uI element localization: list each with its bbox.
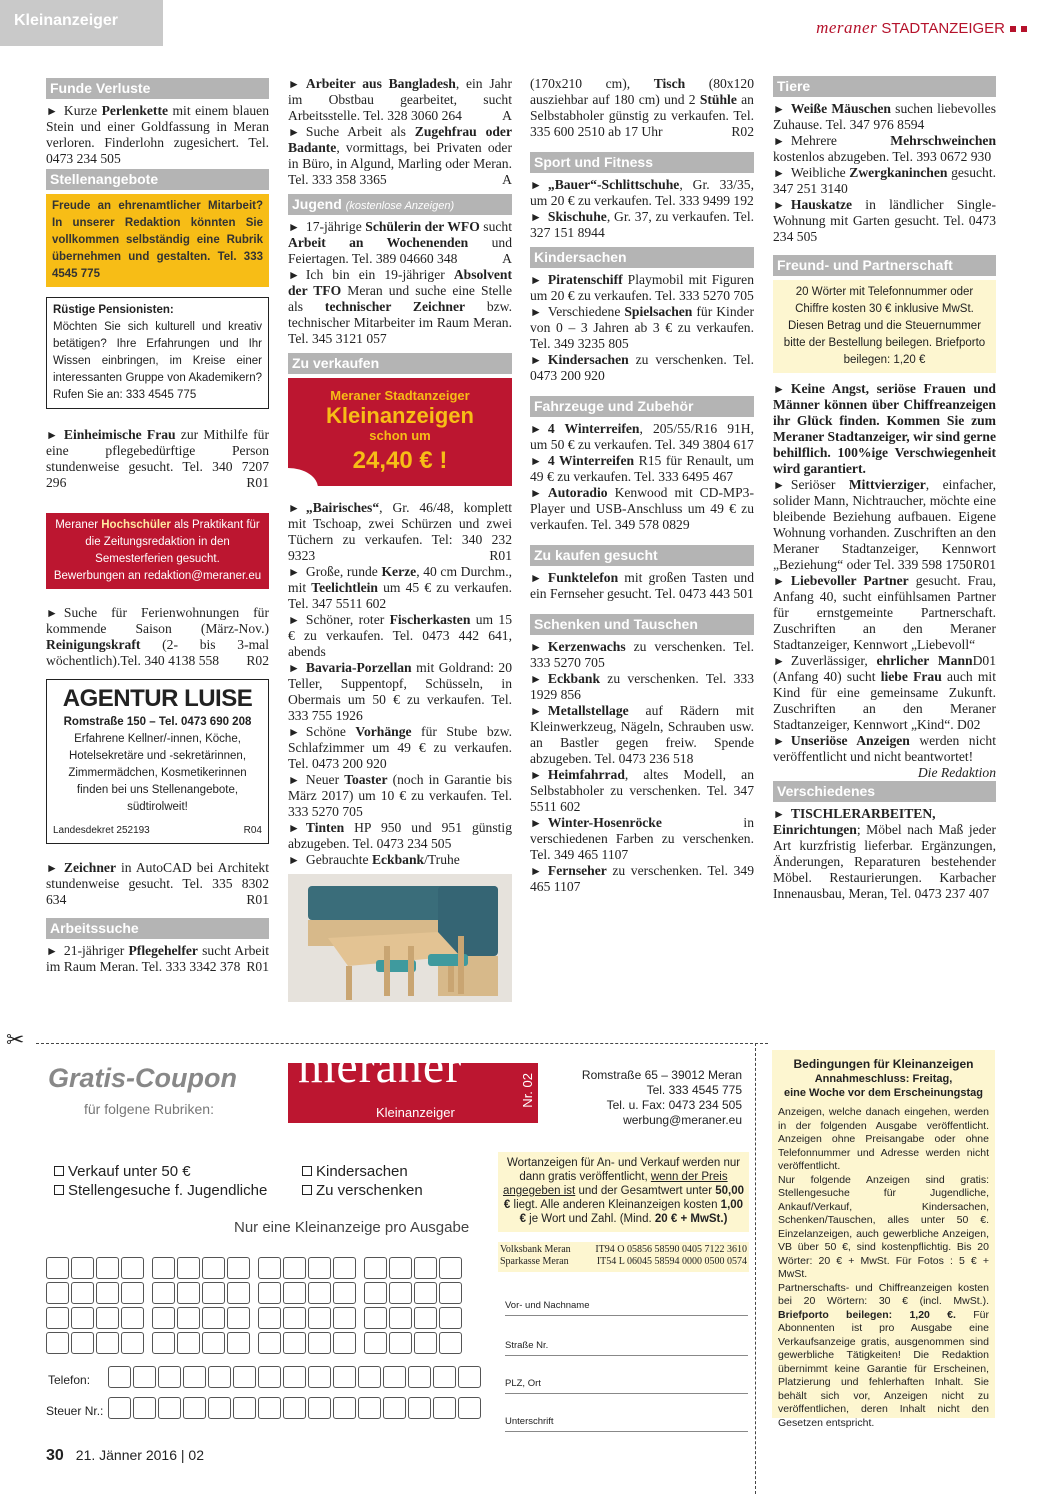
- text-entry-grid[interactable]: [46, 1257, 470, 1357]
- input-cell[interactable]: [383, 1366, 406, 1388]
- grid-cell[interactable]: [96, 1257, 119, 1279]
- input-cell[interactable]: [358, 1366, 381, 1388]
- classified-ad: ► Metallstellage auf Rädern mit Kleinwerkzeug, Nägeln, Schrauben usw. an Bastler gegen freiw. Spende abzugeben. Tel. 0473 236 518: [530, 703, 754, 766]
- classified-ad: ► Suche Arbeit als Zugehfrau oder Badante, vormittags, bei Privaten oder in Büro, in Algund, Marling oder Meran. Tel. 333 358 3365 A: [288, 124, 512, 187]
- section-tab: Kleinanzeiger: [0, 0, 163, 46]
- grid-cell[interactable]: [414, 1257, 437, 1279]
- grid-cell[interactable]: [177, 1282, 200, 1304]
- classified-ad: ► „Bairisches“, Gr. 46/48, komplett mit Tschoap, zwei Schürzen und zwei Tüchern zu verkaufen. Tel: 340 232 9323 R01: [288, 500, 512, 563]
- classified-ad: ► Liebevoller Partner gesucht. Frau, Anfang 40, sucht einfühlsamen Partner für ernstgemeinte Partnerschaft. Zuschriften an den Meraner Stadtanzeiger, Kennwort „Liebevoll“ D01: [773, 573, 996, 668]
- classified-ad: ► Eckbank zu verschenken. Tel. 333 1929 856: [530, 671, 754, 702]
- input-cell[interactable]: [458, 1366, 481, 1388]
- conditions-box: Bedingungen für Kleinanzeigen Annahmeschluss: Freitag, eine Woche vor dem Erscheinungstag Anzeigen, welche danach eingehen, werden in der folgenden Ausgabe veröffentlicht. Anzeigen ohne Preisangabe oder ohne Telefonnummer und Adresse werden nicht veröffentlicht. Nur folgende Anzeigen sind gratis: Stellengesuche für Jugendliche, Ankauf/Verkauf, Kindersachen, Schenken/Tauschen, alles unter 50 €. Einzelanzeigen, auch gewerbliche Anzeigen, VB über 50 €, sind kostenpflichtig. Bis 20 Wörter: 20 € + MwSt. Für Fotos : 5 € + MwSt. Partnerschafts- und Chiffreanzeigen kosten bei 20 Wörtern: 30 € (incl. MwSt.). Briefporto beilegen: 1,20 €. Für Abonnenten ist pro Ausgabe eine Verkaufsanzeige gratis, ausgenommen sind gewerbliche Tätigkeiten! Die Redaktion übernimmt keine Garantie für Erscheinen, Platzierung und fehlerhaften Inhalt. Sie behält sich vor, Anzeigen nicht zu veröffentlichen, deren Inhalt nicht den Gesetzen entspricht.: [772, 1050, 995, 1418]
- grid-cell[interactable]: [46, 1332, 69, 1354]
- name-field[interactable]: Vor- und Nachname: [505, 1298, 748, 1316]
- input-cells[interactable]: [108, 1366, 483, 1388]
- option-gift[interactable]: Zu verschenken: [302, 1181, 423, 1200]
- classified-ad: ► Suche für Ferienwohnungen für kommende Saison (März-Nov.) Reinigungskraft (2- bis 3-mal wöchentlich).Tel. 340 4138 558 R02: [46, 605, 269, 668]
- intern-box: Meraner Hochschüler als Praktikant für die Zeitungsredaktion in den Semesterferien gesucht. Bewerbungen an redaktion@meraner.eu: [46, 513, 269, 589]
- grid-cell[interactable]: [71, 1307, 94, 1329]
- input-cell[interactable]: [108, 1397, 131, 1419]
- grid-cell[interactable]: [364, 1307, 387, 1329]
- grid-cell[interactable]: [439, 1332, 462, 1354]
- column-2: [288, 76, 512, 1002]
- grid-cell[interactable]: [333, 1307, 356, 1329]
- grid-row[interactable]: [46, 1332, 470, 1354]
- grid-cell[interactable]: [227, 1307, 250, 1329]
- classified-ad: ► „Bauer“-Schlittschuhe, Gr. 33/35, um 20 € zu verkaufen. Tel. 333 9499 192: [530, 177, 754, 208]
- classified-ad: ► 4 Winterreifen R15 für Renault, um 49 € zu verkaufen. Tel. 333 6495 467: [530, 453, 755, 484]
- grid-cell[interactable]: [227, 1282, 250, 1304]
- grid-cell[interactable]: [283, 1257, 306, 1279]
- input-cell[interactable]: [458, 1397, 481, 1419]
- section-header: Tiere: [773, 76, 996, 97]
- grid-row[interactable]: [46, 1307, 470, 1329]
- classified-ad: ► Verschiedene Spielsachen für Kinder von 0 – 3 Jahren ab 3 € zu verkaufen. Tel. 349 3235 805: [530, 304, 754, 351]
- classified-ad: ► Weiße Mäuschen suchen liebevolles Zuhause. Tel. 347 976 8594: [773, 101, 997, 132]
- classified-ad: ► Kerzenwachs zu verschenken. Tel. 333 5270 705: [530, 639, 754, 670]
- grid-cell[interactable]: [96, 1332, 119, 1354]
- classified-ad: ► Mehrere Mehrschweinchen kostenlos abzugeben. Tel. 393 0672 930: [773, 133, 996, 164]
- city-field[interactable]: PLZ, Ort: [505, 1376, 748, 1394]
- input-cell[interactable]: [158, 1366, 181, 1388]
- grid-cell[interactable]: [121, 1282, 144, 1304]
- grid-cell[interactable]: [96, 1282, 119, 1304]
- classified-ad: ► Piratenschiff Playmobil mit Figuren um 20 € zu verkaufen. Tel. 333 5270 705: [530, 272, 754, 303]
- grid-cell[interactable]: [202, 1332, 225, 1354]
- corner-bench-photo: [288, 874, 512, 1002]
- grid-cell[interactable]: [202, 1307, 225, 1329]
- input-cell[interactable]: [208, 1397, 231, 1419]
- agency-ad: AGENTUR LUISE Romstraße 150 – Tel. 0473 690 208 Erfahrene Kellner/-innen, Köche, Hotelsekretäre und -sekretärinnen, Zimmermädchen, Kosmetikerinnen finden bei uns Stellenangebote, südtirolweit! Landesdekret 252193 R04: [46, 679, 269, 844]
- grid-cell[interactable]: [96, 1307, 119, 1329]
- meraner-logo: meraner Kleinanzeiger Nr. 02: [288, 1063, 538, 1123]
- grid-cell[interactable]: [121, 1307, 144, 1329]
- classified-ad: ► Arbeiter aus Bangladesh, ein Jahr im Obstbau gearbeitet, sucht Arbeitsstelle. Tel. 328 3060 264 A: [288, 76, 512, 123]
- brand-logo: meraner STADTANZEIGER: [816, 20, 1027, 37]
- grid-cell[interactable]: [258, 1332, 281, 1354]
- section-header: Stellenangebote: [46, 169, 269, 190]
- grid-cell[interactable]: [202, 1257, 225, 1279]
- classified-ad: ► Ich bin ein 19-jähriger Absolvent der TFO Meran und suche eine Stelle als technischer Zeichner bzw. technischer Mitarbeiter im Raum Meran. Tel. 345 3121 057: [288, 267, 513, 346]
- column-3: [530, 76, 754, 895]
- volunteer-box: Freude an ehrenamtlicher Mitarbeit? In unserer Redaktion könnten Sie vollkommen selbständig eine Rubrik übernehmen und gestalten. Tel. 333 4545 775: [46, 194, 269, 287]
- grid-cell[interactable]: [414, 1332, 437, 1354]
- grid-cell[interactable]: [71, 1257, 94, 1279]
- publisher-address: Romstraße 65 – 39012 Meran Tel. 333 4545 775 Tel. u. Fax: 0473 234 505 werbung@meraner.eu: [581, 1068, 742, 1127]
- tax-label: Steuer Nr.:: [46, 1404, 104, 1418]
- input-cell[interactable]: [133, 1366, 156, 1388]
- grid-cell[interactable]: [333, 1257, 356, 1279]
- grid-cell[interactable]: [71, 1332, 94, 1354]
- grid-cell[interactable]: [439, 1282, 462, 1304]
- grid-cell[interactable]: [364, 1332, 387, 1354]
- grid-cell[interactable]: [364, 1282, 387, 1304]
- grid-cell[interactable]: [389, 1307, 412, 1329]
- classified-ad: ► Neuer Toaster (noch in Garantie bis März 2017) um 10 € zu verkaufen. Tel. 333 5270 705: [288, 772, 512, 819]
- grid-cell[interactable]: [308, 1307, 331, 1329]
- section-header: Sport und Fitness: [530, 152, 754, 173]
- input-cell[interactable]: [183, 1366, 206, 1388]
- input-cell[interactable]: [258, 1397, 281, 1419]
- section-header: Fahrzeuge und Zubehör: [530, 396, 754, 417]
- grid-cell[interactable]: [364, 1257, 387, 1279]
- input-cell[interactable]: [333, 1397, 356, 1419]
- classified-ad: ► Keine Angst, seriöse Frauen und Männer können über Chiffreanzeigen ihr Glück finden. Kommen Sie zum Meraner Stadtanzeiger, wir sind gerne behilflich. 100%ige Verschwiegenheit wird garantiert.: [773, 381, 996, 476]
- grid-cell[interactable]: [439, 1257, 462, 1279]
- section-header: Zu kaufen gesucht: [530, 545, 754, 566]
- classified-ad: ► Fernseher zu verschenken. Tel. 349 465 1107: [530, 863, 754, 894]
- classified-ad: ► Winter-Hosenröcke in verschiedenen Farben zu verschenken. Tel. 349 465 1107: [530, 815, 754, 862]
- classified-ad: ► Zuverlässiger, ehrlicher Mann (Anfang 40) sucht liebe Frau auch mit Kind für eine gemeinsame Zukunft. Zuschriften an den Meraner Stadtanzeiger, Kennwort „Kind“. D02: [773, 653, 996, 732]
- signature-field[interactable]: Unterschrift: [505, 1414, 748, 1432]
- input-cell[interactable]: [308, 1366, 331, 1388]
- input-cell[interactable]: [383, 1397, 406, 1419]
- grid-cell[interactable]: [258, 1307, 281, 1329]
- input-cell[interactable]: [308, 1397, 331, 1419]
- section-header: Schenken und Tauschen: [530, 614, 754, 635]
- classified-ad: ► Schöner, roter Fischerkasten um 15 € zu verkaufen. Tel. 0473 442 641, abends: [288, 612, 513, 659]
- input-cell[interactable]: [208, 1366, 231, 1388]
- column-4: [773, 76, 996, 902]
- input-cell[interactable]: [358, 1397, 381, 1419]
- classified-ad: ► Gebrauchte Eckbank/Truhe: [288, 852, 460, 867]
- input-cell[interactable]: [333, 1366, 356, 1388]
- grid-cell[interactable]: [258, 1257, 281, 1279]
- input-cell[interactable]: [433, 1397, 456, 1419]
- grid-cell[interactable]: [152, 1307, 175, 1329]
- input-cell[interactable]: [283, 1397, 306, 1419]
- classified-ad: ► Weibliche Zwergkaninchen gesucht. 347 251 3140: [773, 165, 996, 196]
- grid-cell[interactable]: [308, 1332, 331, 1354]
- classified-ad: ► Kindersachen zu verschenken. Tel. 0473 200 920: [530, 352, 754, 383]
- partner-info-box: 20 Wörter mit Telefonnummer oder Chiffre kosten 30 € inklusive MwSt. Diesen Betrag und die Steuernummer bitte der Bestellung beilegen. Briefporto beilegen: 1,20 €: [773, 280, 996, 373]
- classified-ad: ► Unseriöse Anzeigen werden nicht veröffentlicht und nicht beantwortet! Die Redaktion: [773, 733, 996, 780]
- input-cell[interactable]: [408, 1366, 431, 1388]
- coupon-subtitle: für folgene Rubriken:: [84, 1101, 214, 1117]
- grid-cell[interactable]: [258, 1282, 281, 1304]
- input-cell[interactable]: [183, 1397, 206, 1419]
- coupon-title: Gratis-Coupon: [48, 1063, 237, 1093]
- classified-ad: ► Seriöser Mittvierziger, einfacher, solider Mann, Nichtraucher, möchte eine bleibende Beziehung aufbauen. Eigene Wohnung vorhanden. Zuschriften an den Meraner Stadtanzeiger, Kennwort „Beziehung“ oder Tel. 339 598 1750 R01: [773, 477, 996, 572]
- grid-cell[interactable]: [46, 1307, 69, 1329]
- section-header: Funde Verluste: [46, 78, 269, 99]
- classified-ad: ► Große, runde Kerze, 40 cm Durchm., mit Teelichtlein um 45 € zu verkaufen. Tel. 347 5511 602: [288, 564, 512, 611]
- grid-row[interactable]: [46, 1257, 470, 1279]
- classified-ad: ► Heimfahrrad, altes Modell, an Selbstabholer zu verschenken. Tel. 347 5511 602: [530, 767, 754, 814]
- classified-ad: ► Zeichner in AutoCAD bei Architekt stundenweise gesucht. Tel. 335 8302 634 R01: [46, 860, 269, 907]
- section-header: Jugend (kostenlose Anzeigen): [288, 194, 512, 215]
- input-cell[interactable]: [233, 1366, 256, 1388]
- grid-cell[interactable]: [227, 1332, 250, 1354]
- grid-row[interactable]: [46, 1282, 470, 1304]
- input-cell[interactable]: [433, 1366, 456, 1388]
- grid-cell[interactable]: [389, 1257, 412, 1279]
- cut-line-vertical: [755, 1043, 756, 1494]
- section-header: Zu verkaufen: [288, 353, 512, 374]
- grid-cell[interactable]: [177, 1307, 200, 1329]
- grid-cell[interactable]: [152, 1332, 175, 1354]
- checkbox[interactable]: [54, 1185, 64, 1195]
- one-ad-note: Nur eine Kleinanzeige pro Ausgabe: [234, 1219, 470, 1236]
- input-cell[interactable]: [158, 1397, 181, 1419]
- grid-cell[interactable]: [414, 1282, 437, 1304]
- classified-ad: ► Einheimische Frau zur Mithilfe für eine pflegebedürftige Person stundenweise gesucht. Tel. 340 7207 296 R01: [46, 427, 269, 490]
- option-kids[interactable]: Kindersachen: [302, 1162, 423, 1181]
- classified-ad: ► 4 Winterreifen, 205/55/R16 91H, um 50 € zu verkaufen. Tel. 349 3804 617: [530, 421, 755, 452]
- checkbox[interactable]: [302, 1185, 312, 1195]
- input-cell[interactable]: [233, 1397, 256, 1419]
- classified-ad: ► Bavaria-Porzellan mit Goldrand: 20 Teller, Suppentopf, Schüsseln, in Obermais um 50 € zu verkaufen. Tel. 333 755 1926: [288, 660, 512, 723]
- grid-cell[interactable]: [46, 1257, 69, 1279]
- classified-ad: ► Funktelefon mit großen Tasten und ein Fernseher gesucht. Tel. 0473 443 501: [530, 570, 754, 601]
- grid-cell[interactable]: [333, 1282, 356, 1304]
- classified-ad: ► Skischuhe, Gr. 37, zu verkaufen. Tel. 327 151 8944: [530, 209, 754, 240]
- grid-cell[interactable]: [202, 1282, 225, 1304]
- grid-cell[interactable]: [283, 1332, 306, 1354]
- classified-ad: ► Hauskatze in ländlicher Single-Wohnung mit Garten gesucht. Tel. 0473 234 505: [773, 197, 996, 244]
- grid-cell[interactable]: [152, 1282, 175, 1304]
- classified-ad: ► Kurze Perlenkette mit einem blauen Stein und einer Goldfassung in Meran verloren. Finderlohn zugesichert. Tel. 0473 234 505: [46, 103, 269, 166]
- input-cell[interactable]: [258, 1366, 281, 1388]
- classified-ad: ► 21-jähriger Pflegehelfer sucht Arbeit im Raum Meran. Tel. 333 3342 378 R01: [46, 943, 269, 974]
- grid-cell[interactable]: [177, 1332, 200, 1354]
- grid-cell[interactable]: [389, 1332, 412, 1354]
- grid-cell[interactable]: [389, 1282, 412, 1304]
- grid-cell[interactable]: [152, 1257, 175, 1279]
- category-options-right: [302, 1162, 423, 1200]
- grid-cell[interactable]: [283, 1307, 306, 1329]
- section-header: Freund- und Partnerschaft: [773, 255, 996, 276]
- classified-ad: ► Schöne Vorhänge für Stube bzw. Schlafzimmer um 49 € zu verkaufen. Tel. 0473 200 920: [288, 724, 512, 771]
- column-1: [46, 76, 269, 975]
- grid-cell[interactable]: [333, 1332, 356, 1354]
- classified-ad: ► Autoradio Kenwood mit CD-MP3-Player und USB-Anschluss um 49 € zu verkaufen. Tel. 349 578 0829: [530, 485, 754, 532]
- checkbox[interactable]: [302, 1166, 312, 1176]
- grid-cell[interactable]: [283, 1282, 306, 1304]
- grid-cell[interactable]: [227, 1257, 250, 1279]
- section-header: Verschiedenes: [773, 781, 996, 802]
- page-footer: 30 21. Jänner 2016 | 02: [46, 1447, 204, 1464]
- input-cell[interactable]: [408, 1397, 431, 1419]
- input-cells[interactable]: [108, 1397, 483, 1419]
- grid-cell[interactable]: [121, 1257, 144, 1279]
- promo-box: Meraner Stadtanzeiger Kleinanzeigen schon um 24,40 € !: [288, 378, 512, 486]
- grid-cell[interactable]: [71, 1282, 94, 1304]
- street-field[interactable]: Straße Nr.: [505, 1338, 748, 1356]
- pensioner-box: Rüstige Pensionisten: Möchten Sie sich kulturell und kreativ betätigen? Ihre Erfahrungen und Ihr Wissen einbringen, im Kreise einer interessanten Gruppe von Akademikern? Rufen Sie an: 333 4545 775: [46, 297, 269, 409]
- price-info-box: Wortanzeigen für An- und Verkauf werden nur dann gratis veröffentlicht, wenn der Preis angegeben ist und der Gesamtwert unter 50,00 € liegt. Alle anderen Kleinanzeigen kosten 1,00 € je Wort und Zahl. (Mind. 20 € + MwSt.): [498, 1152, 749, 1232]
- option-sale[interactable]: Verkauf unter 50 €: [54, 1162, 267, 1181]
- bank-details: Volksbank Meran IT94 O 05856 58590 0405 7122 3610 Sparkasse Meran IT54 L 06045 58594 0000 0500 0574: [498, 1242, 749, 1272]
- input-cell[interactable]: [108, 1366, 131, 1388]
- checkbox[interactable]: [54, 1166, 64, 1176]
- phone-label: Telefon:: [48, 1373, 91, 1387]
- grid-cell[interactable]: [177, 1257, 200, 1279]
- input-cell[interactable]: [283, 1366, 306, 1388]
- classified-ad: ► 17-jährige Schülerin der WFO sucht Arbeit an Wochenenden und Feiertagen. Tel. 389 04660 348 A: [288, 219, 512, 266]
- section-header: Arbeitssuche: [46, 918, 269, 939]
- classified-ad: (170x210 cm), Tisch (80x120 ausziehbar auf 180 cm) und 2 Stühle an Selbstabholer günstig zu verkaufen. Tel. 335 600 2510 ab 17 Uhr R02: [530, 76, 754, 139]
- grid-cell[interactable]: [46, 1282, 69, 1304]
- grid-cell[interactable]: [121, 1332, 144, 1354]
- grid-cell[interactable]: [308, 1282, 331, 1304]
- classified-ad: ► TISCHLERARBEITEN, Einrichtungen; Möbel nach Maß jeder Art kurzfristig lieferbar. Ergänzungen, Änderungen, Reparaturen bestehender Möbel. Restaurierungen. Karbacher Innenausbau, Meran, Tel. 0473 237 407: [773, 806, 996, 901]
- grid-cell[interactable]: [414, 1307, 437, 1329]
- section-header: Kindersachen: [530, 247, 754, 268]
- classified-ad: ► Tinten HP 950 und 951 günstig abzugeben. Tel. 0473 234 505: [288, 820, 512, 851]
- grid-cell[interactable]: [439, 1307, 462, 1329]
- category-options-left: [54, 1162, 267, 1200]
- scissors-icon: ✂: [6, 1027, 25, 1052]
- grid-cell[interactable]: [308, 1257, 331, 1279]
- input-cell[interactable]: [133, 1397, 156, 1419]
- option-jobs[interactable]: Stellengesuche f. Jugendliche: [54, 1181, 267, 1200]
